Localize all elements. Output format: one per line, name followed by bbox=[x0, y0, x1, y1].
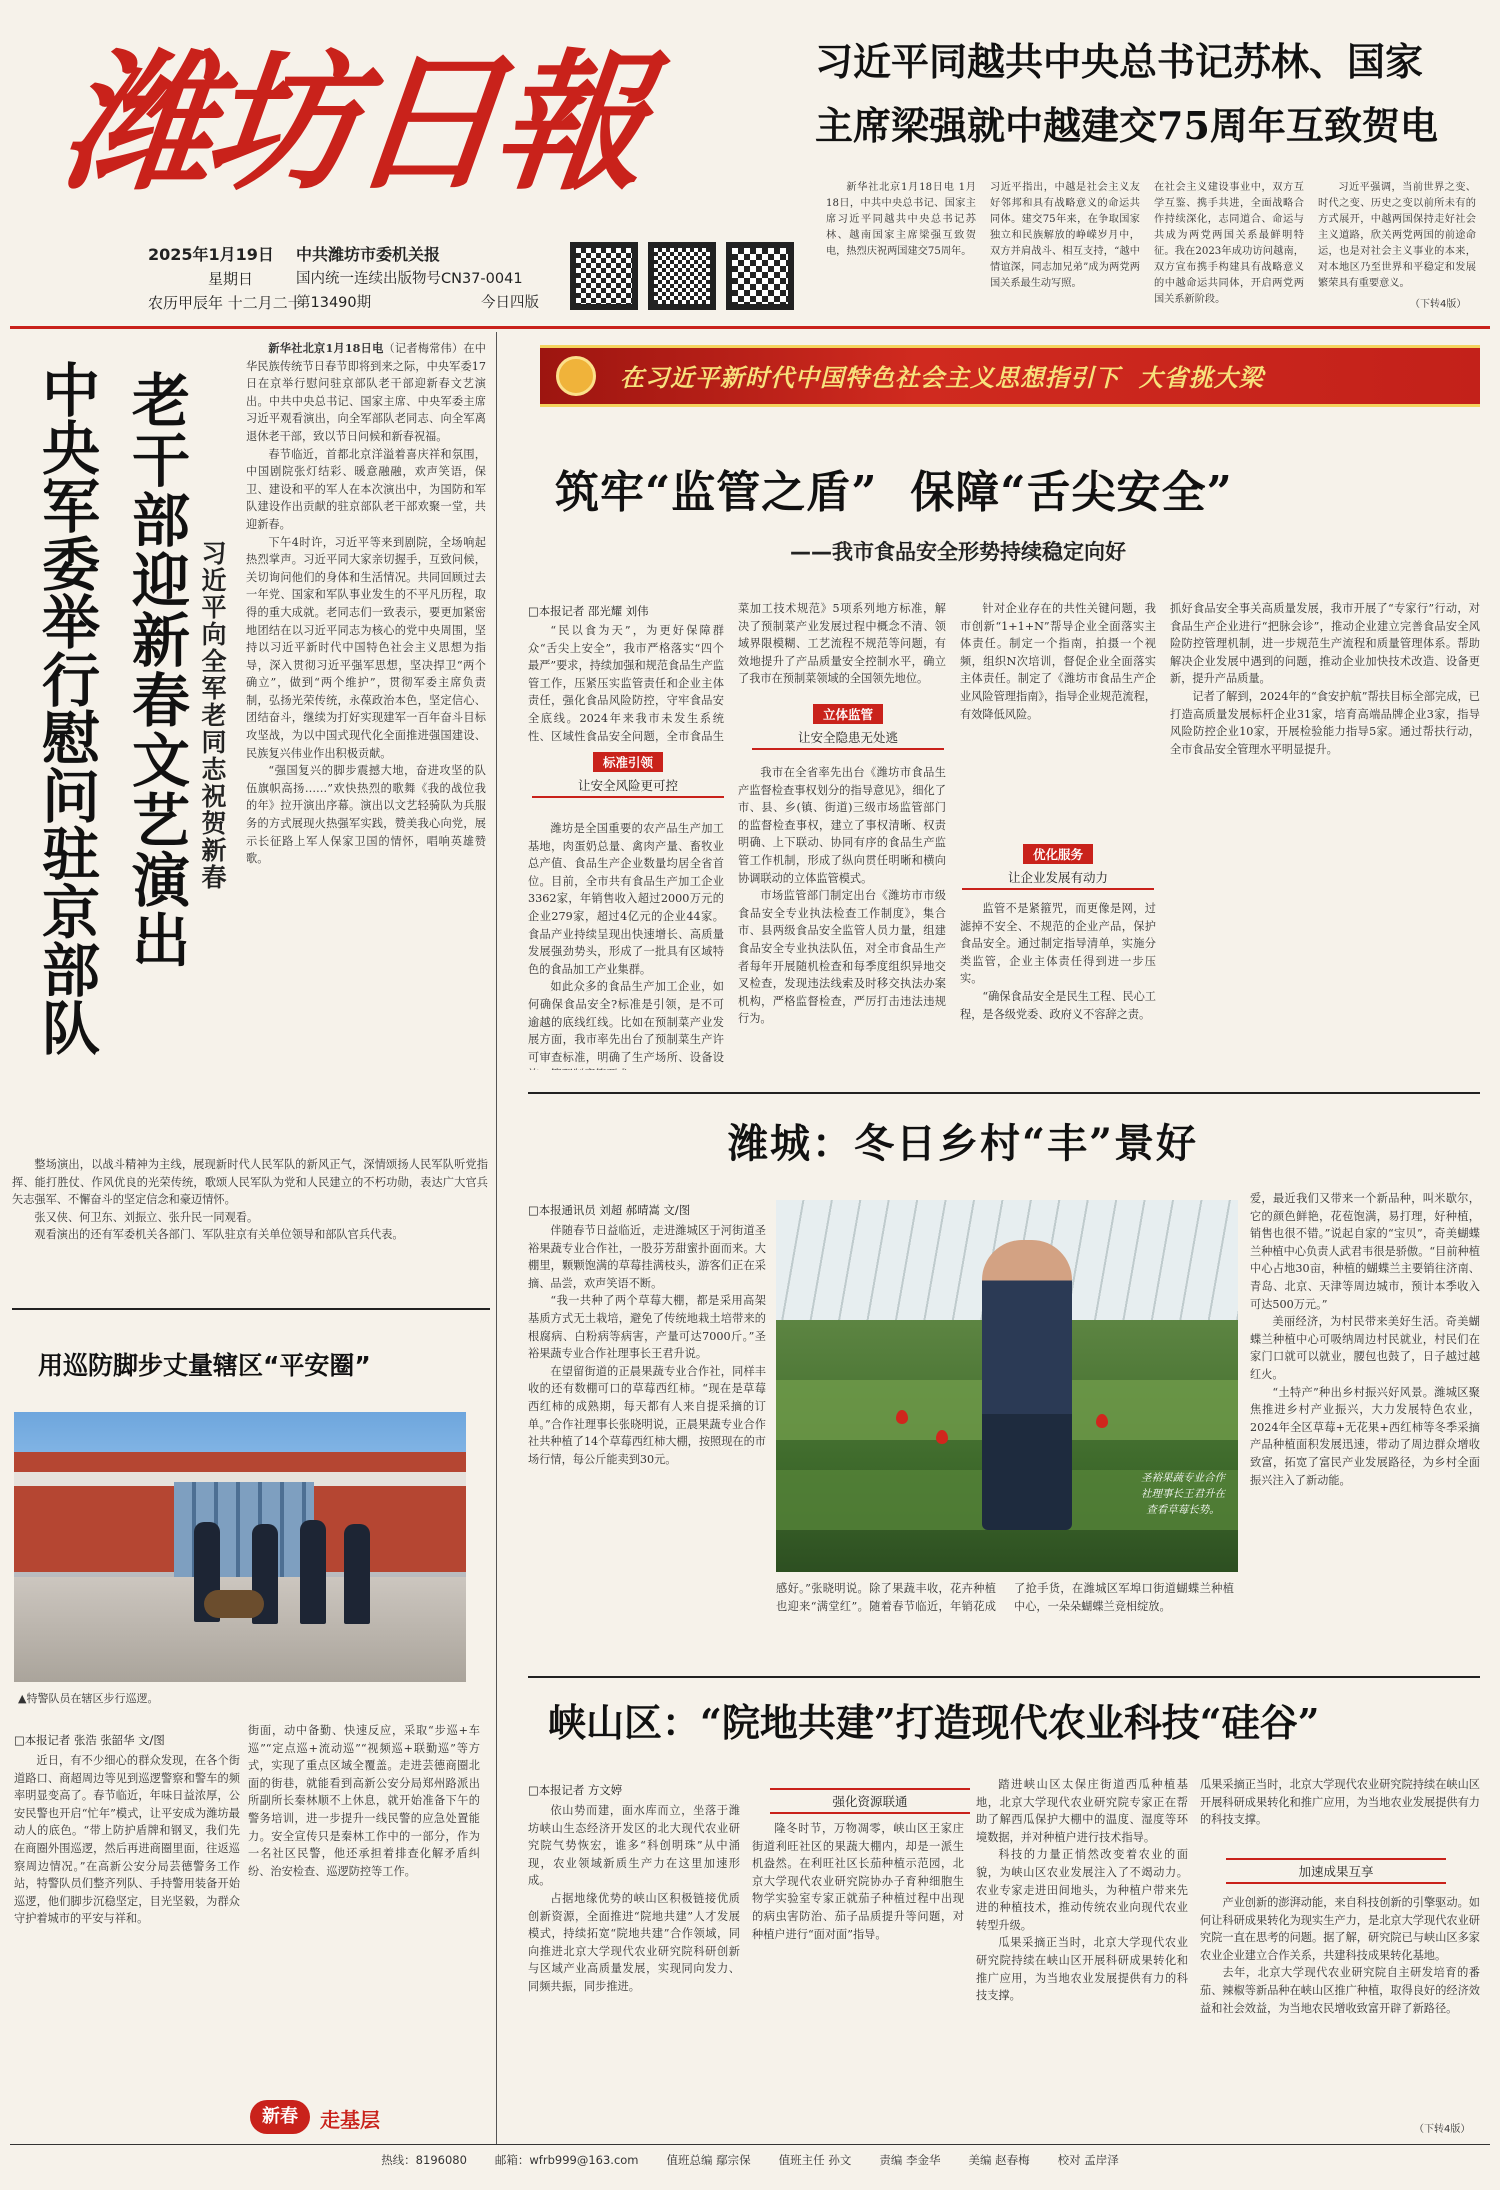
top-story-col3: 在社会主义建设事业中，双方互学互鉴、携手共进，全面战略合作持续深化，志同道合、命运与共成为两党两国关系最鲜明特征。我在2023年成功访问越南，双方宣布携手构建具有战略意义的中越命运共同体，开启两党两国关系新阶段。 bbox=[1154, 182, 1304, 305]
officer-figure-4 bbox=[344, 1524, 370, 1624]
officer-figure-3 bbox=[300, 1520, 326, 1624]
food-col1b: 潍坊是全国重要的农产品生产加工基地，肉蛋奶总量、禽肉产量、畜牧业总产值、食品生产企业数量均居全省首位。目前，全市共有食品生产加工企业3362家，年销售收入超过2000万元的企业279家，超过4亿元的企业44家。食品产业持续呈现出快速增长、高质量发展强劲势头，形成了一批具有区域特色的食品加工产业集群。 如此众多的食品生产加工企业，如何确保食品安全?标准是引领，是不可逾越的底线红线。比如在预制菜产业发展方面，我市率先出台了预制菜生产许可审查标准，明确了生产场所、设备设 bbox=[528, 822, 724, 1064]
top-story-col4: 习近平强调，当前世界之变、时代之变、历史之变以前所未有的方式展开，中越两国保持走好社会主义道路，欣关两党两国的前途命运，也是对社会主义事业的本来，对本地区乃至世界和平稳定和发展繁荣具有重要意义。 bbox=[1318, 182, 1476, 289]
food-subhead-2-label: 立体监管 bbox=[813, 704, 883, 724]
food-subhead-3-text: 让企业发展有动力 bbox=[962, 866, 1154, 890]
top-story-title-line2: 主席梁强就中越建交75周年互致贺电 bbox=[815, 103, 1438, 148]
food-byline: □本报记者 邵光耀 刘伟 bbox=[528, 604, 649, 618]
left-story-divider bbox=[12, 1308, 490, 1310]
xiashan-subhead-2-text: 加速成果互享 bbox=[1226, 1858, 1446, 1884]
food-col1: “民以食为天”，为更好保障群众“舌尖上安全”，我市严格落实“四个最严”要求，持续加强和规范食品生产监管工作，压紧压实监管责任和企业主体责任，强化食品风险防控，守牢食品安全底线。2024年来我市未发生系统性、区域性食品安全问题，全市食品生 bbox=[528, 624, 724, 743]
cn-number: 国内统一连续出版物号CN37-0041 bbox=[296, 271, 523, 287]
left-story-subtitle: 习近平向全军老同志祝贺新春 bbox=[198, 540, 227, 891]
xiashan-byline: □本报记者 方文婷 bbox=[528, 1783, 623, 1797]
weicheng-col3: 爱，最近我们又带来一个新品种，叫米歇尔，它的颜色鲜艳，花苞饱满，易打理，好种植，销售也很不错。”说起自家的“宝贝”，奇美蝴蝶兰种植中心负责人武君韦很是骄傲。“目前种植中心占地30亩，种植的蝴蝶兰主要销往济南、青岛、北京、天津等周边城市，预计本季收入可达500万元。” 美丽经济，为村民带来美好生活。奇美蝴蝶兰种植中心可吸纳周边村民就业，村民们在家门口就可以就业，腰包也鼓了，日子越过越红火。 “土特产”种出乡村振兴好风景。潍城区聚焦推进乡村产业振兴，大力发展特色农业，2024年全区草莓+无花果+西红柿等冬季采摘产品种植面积发展迅速，带动了周边群众增收致富，拓宽了富民产业发展路径，为乡村全面振兴注入了新动能。 bbox=[1250, 1192, 1480, 1487]
left-story-headline-2: 老干部迎新春文艺演出 bbox=[122, 370, 190, 970]
strawberry-1 bbox=[896, 1410, 908, 1424]
footer-email: 邮箱：wfrb999@163.com bbox=[494, 2153, 639, 2167]
footer-designer: 美编 赵春梅 bbox=[968, 2153, 1030, 2167]
left-story-body: 新华社北京1月18日电（记者梅常伟）在中华民族传统节日春节即将到来之际，中央军委17日在京举行慰问驻京部队老干部迎新春文艺演出。中共中央总书记、国家主席、中央军委主席习近平观看演出，向全军部队老同志、向全军离退休老干部，致以节日问候和新春祝福。 春节临近，首都北京洋溢着喜庆祥和氛围，中国剧院张灯结彩、暖意融融，欢声笑语，保卫、建设和平的军人在本次演出中，为国防和军队建设作出贡献的驻京部队老干部欢聚一堂，共迎新春。 下午4时许，习近平等来到剧院，全场响起热烈掌声。习近平同大家亲切握手，互致问候，关切询问他们的身体和生活情况。共同回顾过去一年党、国家和军队事业发生的不平凡历程，取得的重大成就。老同志们一致表示，要更加紧密地团结在以习近平同志为核心的党中央周围，坚持以习近平新时代中国特色社会主义思想为指导，深入贯彻习近平强军思想，坚决捍卫“两个确立”，做到“两个维护”，贯彻军委主席负责制，弘扬光荣传统，永葆政治本色，坚定信心、团结奋斗，继续为打好实现建军一百年奋斗目标攻坚战，为以中国式现代化全面推进强国建设、民族复兴伟业作出积极贡献。 “强国复兴的脚步震撼大地，奋进攻坚的队伍旗帜高扬……”欢快热烈的歌舞《我的战位我的年》拉开演出序幕。演出以文艺轻骑队为兵服务的方式展现火热强军实践，赞美我心向党，展示长征路上军人保家卫国的情怀，唱响英雄赞歌。 bbox=[246, 341, 486, 866]
footer-proofreader: 校对 孟岸泽 bbox=[1057, 2153, 1119, 2167]
food-subhead-1 bbox=[532, 752, 724, 798]
weicheng-divider bbox=[528, 1676, 1480, 1678]
top-story-headline bbox=[815, 30, 1495, 158]
food-col2: 菜加工技术规范》5项系列地方标准，解决了预制菜产业发展过程中概念不清、领域界限模糊、工艺流程不规范等问题，有效地提升了产品质量安全控制水平，确立了我市在预制菜领域的全国领先地位。 bbox=[738, 602, 946, 686]
qr-code-1 bbox=[570, 242, 638, 310]
xiashan-continue: （下转4版） bbox=[1414, 2124, 1471, 2135]
footer-hotline: 热线：8196080 bbox=[381, 2153, 467, 2167]
top-story-title-line1: 习近平同越共中央总书记苏林、国家 bbox=[815, 39, 1424, 84]
food-col2b: 我市在全省率先出台《潍坊市食品生产监督检查事权划分的指导意见》，细化了市、县、乡(镇、街道)三级市场监管部门的监督检查事权，建立了事权清晰、权责明确、上下联动、协同有序的食品生产监管工作机制，形成了纵向贯任明晰和横向协调联动的立体监管模式。 市场监管部门制定出台《潍坊市市级食品安全专业执法检查工作制度》，集合市、县两级食品安全监管人员力量，组建食品安全专业执法队伍，对全市食品生产者每年开展随机检查和每季度组织异地交叉检查，发现违法线索及时移交执法办案机构，严格监督检查，严厉打击违法违规行为。 bbox=[738, 766, 946, 1026]
qr-code-3 bbox=[726, 242, 794, 310]
top-story-col1: 新华社北京1月18日电 1月18日，中共中央总书记、国家主席习近平同越共中央总书记苏林、越南国家主席梁强互致贺电，热烈庆祝两国建交75周年。 bbox=[826, 182, 976, 257]
top-story-col2: 习近平指出，中越是社会主义友好邻邦和具有战略意义的命运共同体。建交75年来，在争取国家独立和民族解放的峥嵘岁月中，双方并肩战斗、相互支持，“越中情谊深，同志加兄弟”成为两党两国关系最生动写照。 bbox=[990, 182, 1140, 289]
banner-text: 在习近平新时代中国特色社会主义思想指引下 大省挑大梁 bbox=[620, 364, 1264, 392]
weicheng-title: 潍城：冬日乡村“丰”景好 bbox=[728, 1120, 1199, 1167]
food-subhead-3-label: 优化服务 bbox=[1023, 844, 1093, 864]
food-col3b: 监管不是紧箍咒，而更像是网，过滤掉不安全、不规范的企业产品，保护食品安全。通过制定指导清单，实施分类监管，企业主体责任得到进一步压实。 “确保食品安全是民生工程、民心工程，是各级党委、政府义不容辞之责。 bbox=[960, 902, 1156, 1021]
weicheng-caption: 圣裕果蔬专业合作社理事长王君升在查看草莓长势。 bbox=[1141, 1472, 1225, 1516]
left-story-headline-1: 中央军委举行慰问驻京部队 bbox=[32, 360, 100, 1056]
qr-code-2 bbox=[648, 242, 716, 310]
xiashan-col1: 依山势而建，面水库而立，坐落于潍坊峡山生态经济开发区的北大现代农业研究院气势恢宏，谁多“科创明珠”从中涌现，农业领域新质生产力在这里加速形成。 占据地缘优势的峡山区积极链接优质创新资源，全面推进“院地共建”人才发展模式，持续拓宽“院地共建”合作领域，同向推进北京大学现代农业研究院科研创新与区域产业高质量发展，实现同向发力、同频共振，同步推进。 bbox=[528, 1804, 740, 1993]
footer-duty-director: 值班主任 孙文 bbox=[778, 2153, 852, 2167]
xiashan-col2: 隆冬时节，万物凋零，峡山区王家庄街道利旺社区的果蔬大棚内，却是一派生机盎然。在利旺社区长茄种植示范园，北京大学现代农业研究院协办子育种细胞生物学实验室专家正就茄子种植过程中出现的病虫害防治、茄子品质提升等问题，对种植户进行“面对面”指导。 bbox=[752, 1822, 964, 1941]
xiashan-col3: 踏进峡山区太保庄街道西瓜种植基地，北京大学现代农业研究院专家正在帮助了解西瓜保护大棚中的温度、湿度等环境数据，并对种植户进行技术指导。 科技的力量正悄然改变着农业的面貌，为峡山区农业发展注入了不竭动力。农业专家走进田间地头，为种植户带来先进的种植技术，推动传统农业向现代农业转型升级。 瓜果采摘正当时，北京大学现代农业研究院持续在峡山区开展科研成果转化和推广应用，为当地农业发展提供有力的科技支撑。 bbox=[976, 1778, 1188, 2003]
food-subhead-1-label: 标准引领 bbox=[593, 752, 663, 772]
page-count: 今日四版 bbox=[481, 295, 539, 311]
patrol-col2: 街面，动中备勤、快速反应，采取“步巡+车巡”“定点巡+流动巡”“视频巡+联勤巡”等方式，实现了重点区域全覆盖。走进芸德商圈北面的街巷，就能看到高新公安分局郑州路派出所副所长秦林顺不上休息，就开始准备下午的警务培训，进一步提升一线民警的应急处置能力。安全宣传只是秦林工作中的一部分，作为一名社区民警，他还承担着排查化解矛盾纠纷、治安检查、巡逻防控等工作。 bbox=[248, 1724, 480, 1878]
food-title: 筑牢“监管之盾” 保障“舌尖安全” bbox=[555, 467, 1233, 518]
xiashan-subhead-2 bbox=[1226, 1858, 1446, 1884]
footer-chief-editor: 值班总编 鄢宗保 bbox=[666, 2153, 751, 2167]
weicheng-col1: 伴随春节日益临近，走进潍城区于河街道圣裕果蔬专业合作社，一股芬芳甜蜜扑面而来。大棚里，颗颗饱满的草莓挂满枝头，游客们正在采摘、品尝，欢声笑语不断。 “我一共种了两个草莓大棚，都是采用高架基质方式无土栽培，避免了传统地栽土培带来的根腐病、白粉病等病害，产量可达7000斤。”圣裕果蔬专业合作社理事长王君升说。 在望留街道的正晨果蔬专业合作社，同样丰收的还有数棚可口的草莓西红柿。“现在是草莓西红柿的成熟期，每天都有人来自提采摘的订单。”合作社理事长张晓明说，正晨果蔬专业合作社共种植了14个草莓西红柿大棚，按照现在的市场行情，每公斤能卖到30元。 bbox=[528, 1224, 766, 1466]
food-subhead-1-text: 让安全风险更可控 bbox=[532, 774, 724, 798]
strawberry-3 bbox=[1096, 1414, 1108, 1428]
food-subhead-3 bbox=[962, 844, 1154, 890]
banner-lantern-icon bbox=[556, 356, 596, 396]
patrol-caption: ▲特警队员在辖区步行巡逻。 bbox=[18, 1692, 159, 1705]
patrol-photo bbox=[14, 1412, 466, 1682]
top-story-continue: （下转4版） bbox=[1410, 299, 1467, 310]
strawberry-2 bbox=[936, 1430, 948, 1444]
weicheng-byline: □本报通讯员 刘超 郝晴嵩 文/图 bbox=[528, 1203, 691, 1217]
newspaper-logo: 潍坊日報 bbox=[54, 35, 650, 211]
footer-bar bbox=[0, 2152, 1500, 2176]
xiashan-subhead-1 bbox=[770, 1788, 970, 1814]
xiashan-title: 峡山区：“院地共建”打造现代农业科技“硅谷” bbox=[548, 1700, 1320, 1745]
issue-number: 第13490期 bbox=[296, 295, 372, 311]
footer-divider bbox=[10, 2144, 1490, 2145]
food-subhead-2 bbox=[752, 704, 944, 750]
masthead-divider bbox=[10, 326, 1490, 329]
org-name: 中共潍坊市委机关报 bbox=[296, 245, 441, 264]
column-rule bbox=[496, 332, 497, 2144]
badge-new-spring: 新春 bbox=[250, 2100, 310, 2134]
series-banner bbox=[540, 345, 1480, 407]
patrol-byline: □本报记者 张浩 张韶华 文/图 bbox=[14, 1733, 165, 1747]
new-spring-badge bbox=[250, 2100, 470, 2134]
food-subhead-2-text: 让安全隐患无处逃 bbox=[752, 726, 944, 750]
food-col4: 抓好食品安全事关高质量发展，我市开展了“专家行”行动，对食品生产企业进行“把脉会诊”，推动企业建立完善食品安全风险防控管理机制，进一步规范生产流程和质量管理体系。帮助解决企业发展中遇到的问题，推动企业加快技术改造、设备更新，提升产品质量。 记者了解到，2024年的“食安护航”帮扶目标全部完成，已打造高质量发展标杆企业31家，培育高端品牌企业3家，指导风险防控企业10家，开展检验能力指导5家。通过帮扶行动，全市食品安全管理水平明显提升。 bbox=[1170, 602, 1480, 756]
patrol-title: 用巡防脚步丈量辖区“平安圈” bbox=[38, 1351, 371, 1380]
xiashan-subhead-1-text: 强化资源联通 bbox=[770, 1788, 970, 1814]
lunar-date: 农历甲辰年 十二月二十 bbox=[148, 294, 303, 312]
left-story-body-bottom: 整场演出，以战斗精神为主线，展现新时代人民军队的新风正气，深情颂扬人民军队听党指挥、能打胜仗、作风优良的光荣传统，歌颂人民军队为党和人民建立的不朽功勋，表达广大官兵矢志强军、不懈奋斗的坚定信念和豪迈情怀。 张又侠、何卫东、刘振立、张升民一同观看。 观看演出的还有军委机关各部门、军队驻京有关单位领导和部队官兵代表。 bbox=[12, 1158, 488, 1242]
patrol-col1: 近日，有不少细心的群众发现，在各个街道路口、商超周边等见到巡逻警察和警车的频率明显变高了。春节临近，年味日益浓厚，公安民警也开启“忙年”模式，让平安成为潍坊最动人的底色。“带上防护盾牌和钢叉，我们先在商圈外围巡逻，然后再进商圈里面，往返巡察周边情况。”在高新公安分局芸德警务工作站，特警队员们整齐列队、手持警用装备开始巡逻，他们脚步沉稳坚定，目光坚毅，为群众守护着城市的平安与祥和。 bbox=[14, 1754, 240, 1926]
xiashan-col4b: 产业创新的澎湃动能，来自科技创新的引擎驱动。如何让科研成果转化为现实生产力，是北京大学现代农业研究院一直在思考的问题。据了解，研究院已与峡山区多家农业企业建立合作关系，共建科技成果转化基地。 去年，北京大学现代农业研究院自主研发培育的番茄、辣椒等新品种在峡山区推广种植，取得良好的经济效益和社会效益，为当地农民增收致富开辟了新路径。 bbox=[1200, 1896, 1480, 2015]
xiashan-col4: 瓜果采摘正当时，北京大学现代农业研究院持续在峡山区开展科研成果转化和推广应用，为当地农业发展提供有力的科技支撑。 bbox=[1200, 1778, 1480, 1827]
weekday: 星期日 bbox=[208, 270, 254, 288]
left-story-dateline: 新华社北京1月18日电 bbox=[268, 341, 384, 355]
badge-grassroots: 走基层 bbox=[320, 2108, 380, 2132]
footer-editor: 责编 李金华 bbox=[879, 2153, 941, 2167]
food-divider bbox=[528, 1092, 1480, 1094]
police-dog bbox=[204, 1590, 264, 1618]
food-col3: 针对企业存在的共性关键问题，我市创新“1+1+N”帮导企业全面落实主体责任。制定一个指南，拍摄一个视频，组织N次培训，督促企业全面落实主体责任。制定了《潍坊市食品生产企业风险管理指南》，指导企业规范流程，有效降低风险。 bbox=[960, 602, 1156, 721]
weicheng-col2: 感好。”张晓明说。除了果蔬丰收，花卉种植也迎来“满堂红”。随着春节临近，年销花成了抢手货，在潍城区军埠口街道蝴蝶兰种植中心，一朵朵蝴蝶兰竞相绽放。 bbox=[776, 1582, 1234, 1613]
food-subtitle: ——我市食品安全形势持续稳定向好 bbox=[790, 540, 1126, 564]
issue-date: 2025年1月19日 bbox=[148, 245, 274, 264]
farmer-figure bbox=[982, 1240, 1072, 1530]
masthead bbox=[0, 0, 1500, 325]
